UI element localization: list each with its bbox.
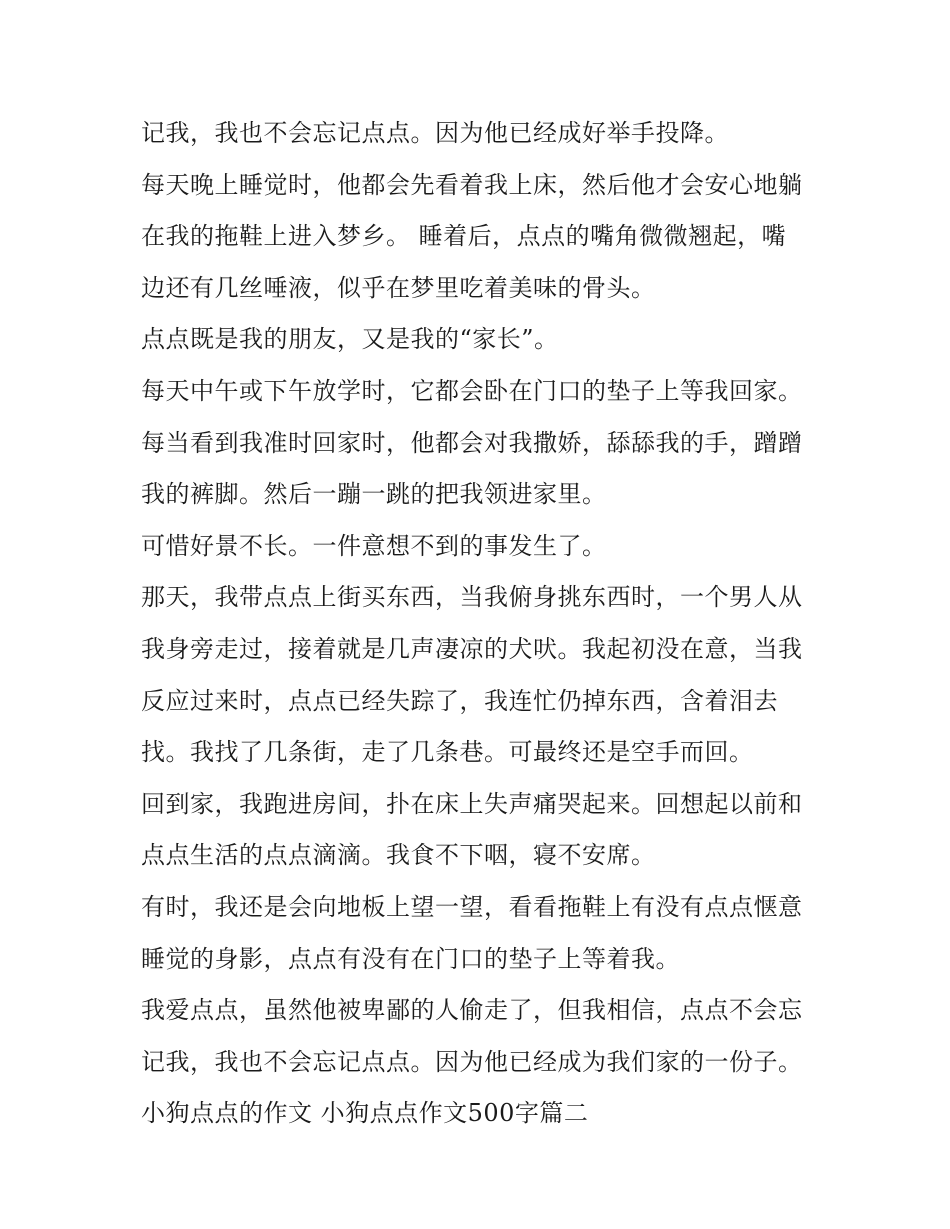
text-line: 每天晚上睡觉时，他都会先看着我上床，然后他才会安心地躺 [141,170,803,199]
text-line: 记我，我也不会忘记点点。因为他已经成好举手投降。 [141,119,729,147]
text-line: 记我，我也不会忘记点点。因为他已经成为我们家的一份子。 [141,1047,803,1076]
text-line: 在我的拖鞋上进入梦乡。 睡着后，点点的嘴角微微翘起，嘴 [141,222,787,251]
text-line: 我的裤脚。然后一蹦一跳的把我领进家里。 [141,480,607,509]
text-line: 回到家，我跑进房间，扑在床上失声痛哭起来。回想起以前和 [141,789,803,818]
text-line: 可惜好景不长。一件意想不到的事发生了。 [141,531,607,560]
text-line: 点点生活的点点滴滴。我食不下咽，寝不安席。 [141,841,656,870]
text-line: 我身旁走过，接着就是几声凄凉的犬吠。我起初没在意，当我 [141,634,803,663]
text-line: 点点既是我的朋友，又是我的“家长”。 [141,325,559,354]
section-heading: 小狗点点的作文 小狗点点作文500字篇二 [141,1099,589,1128]
text-line: 反应过来时，点点已经失踪了，我连忙仍掉东西，含着泪去 [141,686,778,715]
text-line: 每当看到我准时回家时，他都会对我撒娇，舔舔我的手，蹭蹭 [141,428,803,457]
essay-body [141,108,821,1140]
text-line: 每天中午或下午放学时，它都会卧在门口的垫子上等我回家。 [141,376,803,405]
text-line: 我爱点点，虽然他被卑鄙的人偷走了，但我相信，点点不会忘 [141,996,803,1025]
text-line: 那天，我带点点上街买东西，当我俯身挑东西时，一个男人从 [141,583,803,612]
text-line: 有时，我还是会向地板上望一望，看看拖鞋上有没有点点惬意 [141,892,803,921]
text-line: 边还有几丝唾液，似乎在梦里吃着美味的骨头。 [141,273,656,302]
text-line: 找。我找了几条街，走了几条巷。可最终还是空手而回。 [141,738,754,767]
text-line: 睡觉的身影，点点有没有在门口的垫子上等着我。 [141,944,680,973]
